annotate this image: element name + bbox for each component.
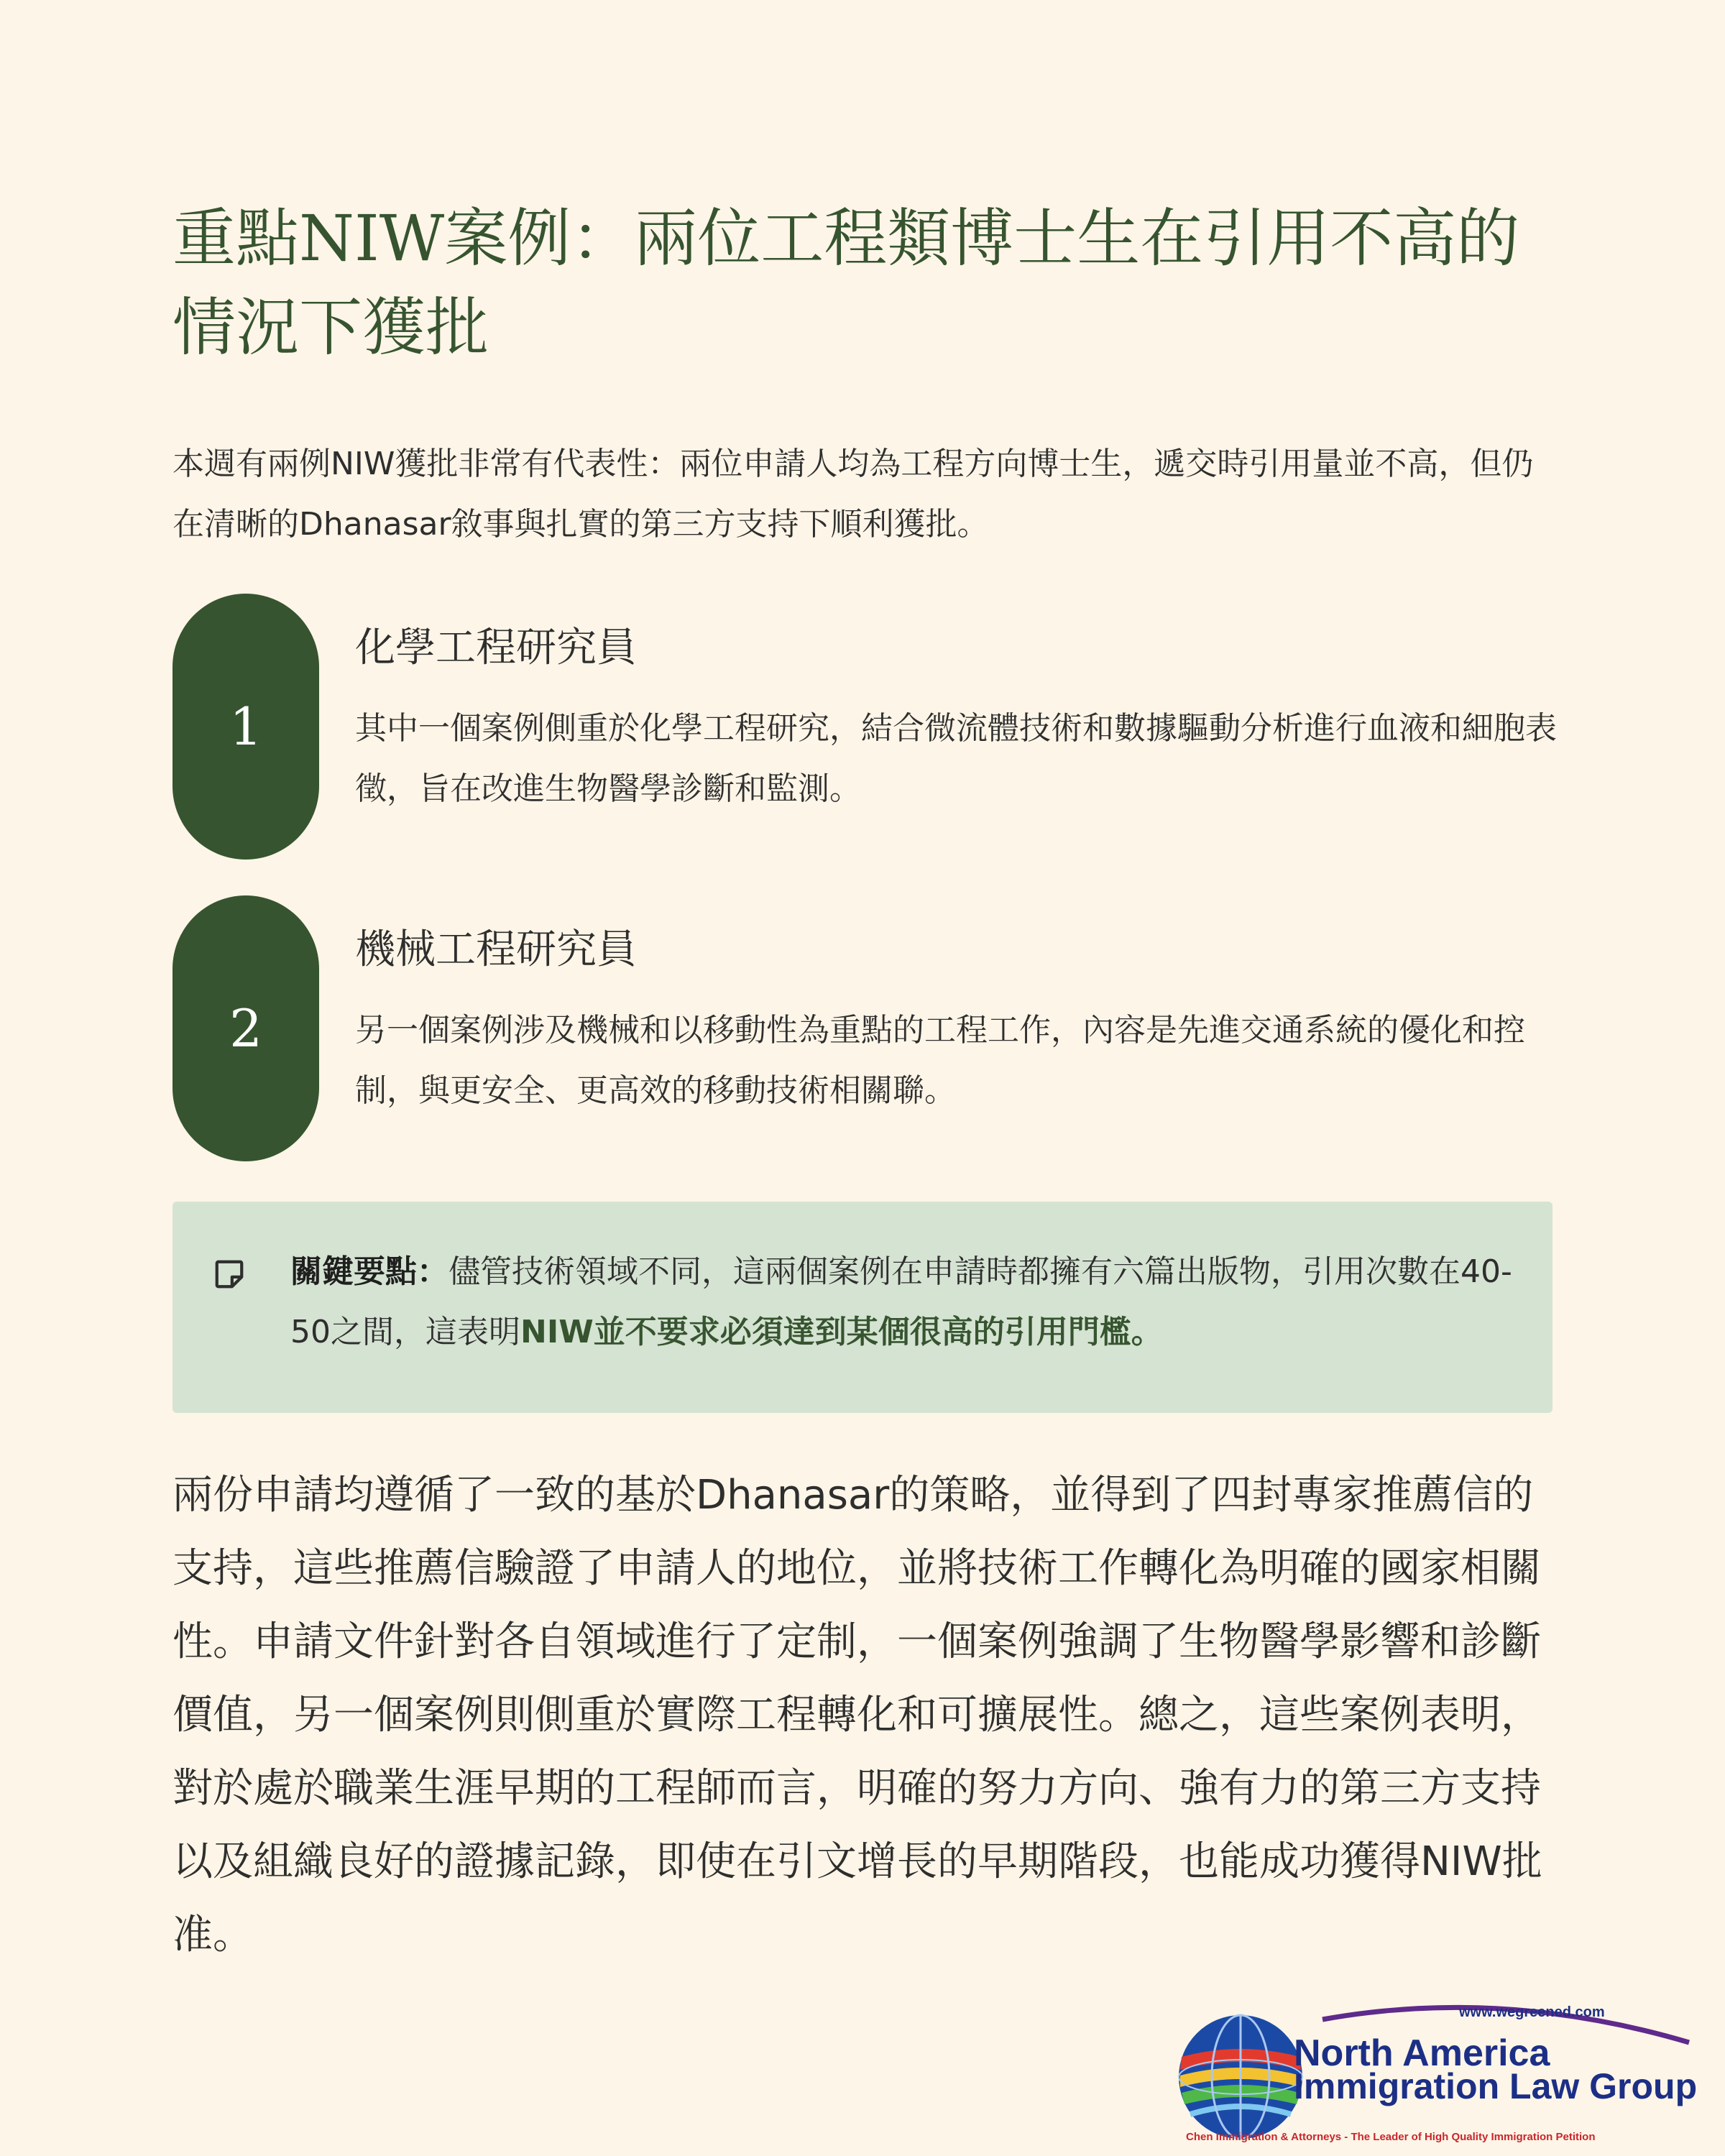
step-item: [172, 594, 1560, 860]
callout-text: [290, 1242, 1527, 1363]
logo-line1: North America: [1294, 2032, 1550, 2074]
step-item: [172, 895, 1560, 1161]
note-icon: [213, 1258, 246, 1291]
company-logo: [1164, 1991, 1711, 2146]
step-title: 機械工程研究員: [355, 926, 637, 973]
step-number-badge: 2: [172, 895, 319, 1161]
logo-line2: Immigration Law Group: [1294, 2066, 1698, 2106]
logo-tagline: Chen Immigration & Attorneys - The Leader of High Quality Immigration Petition: [1186, 2131, 1596, 2143]
callout-label: 關鍵要點：: [290, 1253, 448, 1290]
globe-icon: [1179, 2015, 1302, 2139]
step-title: 化學工程研究員: [355, 625, 637, 671]
page-title: 重點NIW案例：兩位工程類博士生在引用不高的情況下獲批: [172, 201, 1520, 364]
summary-paragraph: 兩份申請均遵循了一致的基於Dhanasar的策略，並得到了四封專家推薦信的支持，這些推薦信驗證了申請人的地位，並將技術工作轉化為明確的國家相關性。申請文件針對各自領域進行了定制，一個案例強調了生物醫學影響和診斷價值，另一個案例則側重於實際工程轉化和可擴展性。總之，這些案例表明，對於處於職業生涯早期的工程師而言，明確的努力方向、強有力的第三方支持以及組織良好的證據記錄，即使在引文增長的早期階段，也能成功獲得NIW批准。: [172, 1472, 1542, 1958]
callout-body: 儘管技術領域不同，這兩個案例在申請時都擁有六篇出版物，引用次數在40-50之間，這表明: [290, 1253, 1512, 1350]
logo-url: www.wegreened.com: [1459, 2004, 1605, 2020]
step-number-badge: 1: [172, 594, 319, 860]
intro-paragraph: 本週有兩例NIW獲批非常有代表性：兩位申請人均為工程方向博士生，遞交時引用量並不高，但仍在清晰的Dhanasar敘事與扎實的第三方支持下順利獲批。: [172, 446, 1534, 543]
step-description: 其中一個案例側重於化學工程研究，結合微流體技術和數據驅動分析進行血液和細胞表徵，旨在改進生物醫學診斷和監測。: [355, 710, 1557, 807]
callout-emphasis: NIW並不要求必須達到某個很高的引用門檻。: [520, 1314, 1163, 1350]
key-point-callout: [172, 1202, 1552, 1413]
step-description: 另一個案例涉及機械和以移動性為重點的工程工作，內容是先進交通系統的優化和控制，與更安全、更高效的移動技術相關聯。: [355, 1012, 1525, 1109]
